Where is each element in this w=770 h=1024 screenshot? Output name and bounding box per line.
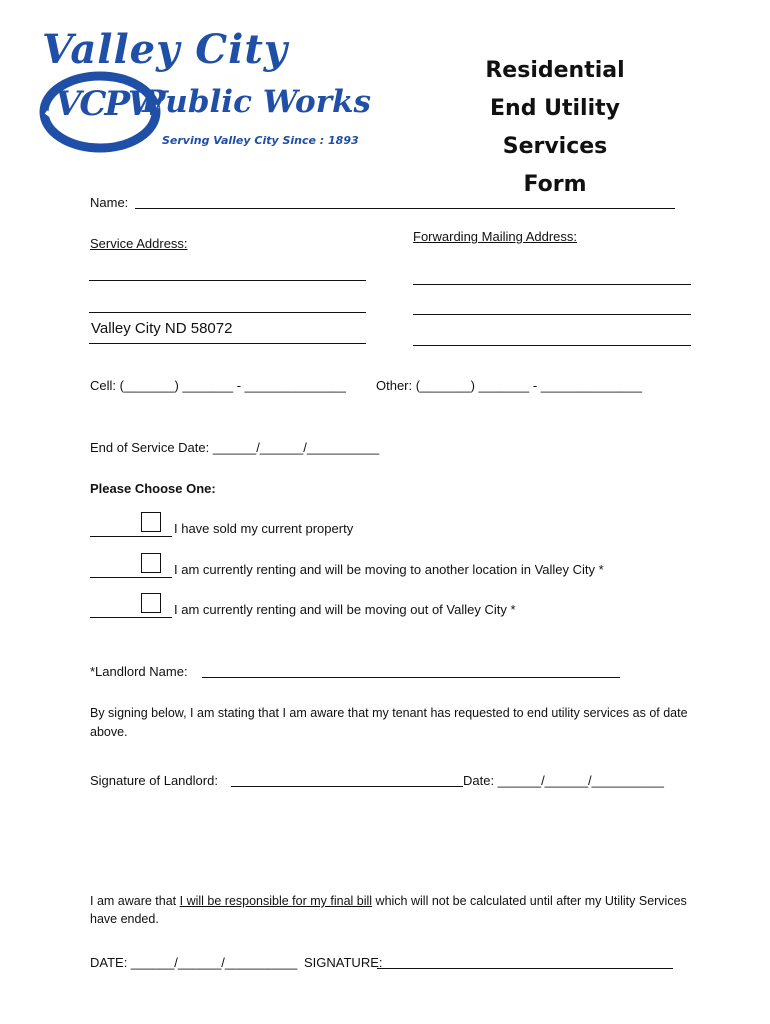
landlord-signature-field[interactable]	[231, 786, 463, 787]
acknowledgement-part1: I am aware that	[90, 894, 180, 908]
forwarding-address-line-1[interactable]	[413, 284, 691, 285]
choice-3-initial-line[interactable]	[90, 617, 172, 618]
final-date-field[interactable]: DATE: ______/______/__________	[90, 955, 298, 970]
name-label: Name:	[90, 195, 129, 210]
forwarding-address-line-2[interactable]	[413, 314, 691, 315]
forwarding-address-line-3[interactable]	[413, 345, 691, 346]
other-phone-field[interactable]: Other: (_______) _______ - ______________	[376, 378, 642, 393]
final-signature-label: SIGNATURE:	[304, 955, 383, 970]
title-line2: End Utility Services	[490, 96, 620, 159]
choice-1-label: I have sold my current property	[174, 521, 354, 536]
choice-2-label: I am currently renting and will be moving to another location in Valley City *	[174, 562, 604, 577]
forwarding-address-label: Forwarding Mailing Address:	[413, 229, 578, 244]
acknowledgement-emphasis: I will be responsible for my final bill	[179, 894, 373, 908]
choice-2-initial-line[interactable]	[90, 577, 172, 578]
form-title	[440, 52, 670, 204]
service-address-line-2[interactable]	[89, 312, 366, 313]
service-address-label: Service Address:	[90, 236, 188, 251]
landlord-date-field[interactable]: Date: ______/______/__________	[463, 773, 664, 788]
choice-1-initial-line[interactable]	[90, 536, 172, 537]
cell-phone-field[interactable]: Cell: (_______) _______ - ______________	[90, 378, 346, 393]
service-address-line-3[interactable]	[89, 343, 366, 344]
logo-line2: Public Works	[142, 84, 371, 120]
acknowledgement-text	[90, 892, 690, 928]
landlord-name-label: *Landlord Name:	[90, 664, 188, 679]
choose-one-heading: Please Choose One:	[90, 481, 216, 496]
choice-2-checkbox[interactable]	[141, 553, 161, 573]
name-field[interactable]	[135, 208, 675, 209]
service-city-value: Valley City ND 58072	[91, 320, 233, 337]
end-of-service-date-field[interactable]: End of Service Date: ______/______/__________	[90, 440, 380, 455]
landlord-signature-label: Signature of Landlord:	[90, 773, 218, 788]
choice-1-checkbox[interactable]	[141, 512, 161, 532]
title-line1: Residential	[485, 58, 625, 83]
acknowledgement-part3: which will not be calculated until after my Utility Services have ended.	[90, 894, 687, 926]
title-line3: Form	[523, 172, 587, 197]
choice-3-label: I am currently renting and will be moving out of Valley City *	[174, 602, 516, 617]
logo-initials: VCPW	[55, 84, 165, 124]
logo-tagline: Serving Valley City Since : 1893	[162, 134, 359, 147]
service-address-line-1[interactable]	[89, 280, 366, 281]
landlord-statement: By signing below, I am stating that I am aware that my tenant has requested to end utility services as of date above.	[90, 706, 688, 739]
final-signature-field[interactable]	[377, 968, 673, 969]
choice-3-checkbox[interactable]	[141, 593, 161, 613]
landlord-name-field[interactable]	[202, 677, 620, 678]
logo-line1: Valley City	[42, 26, 289, 73]
